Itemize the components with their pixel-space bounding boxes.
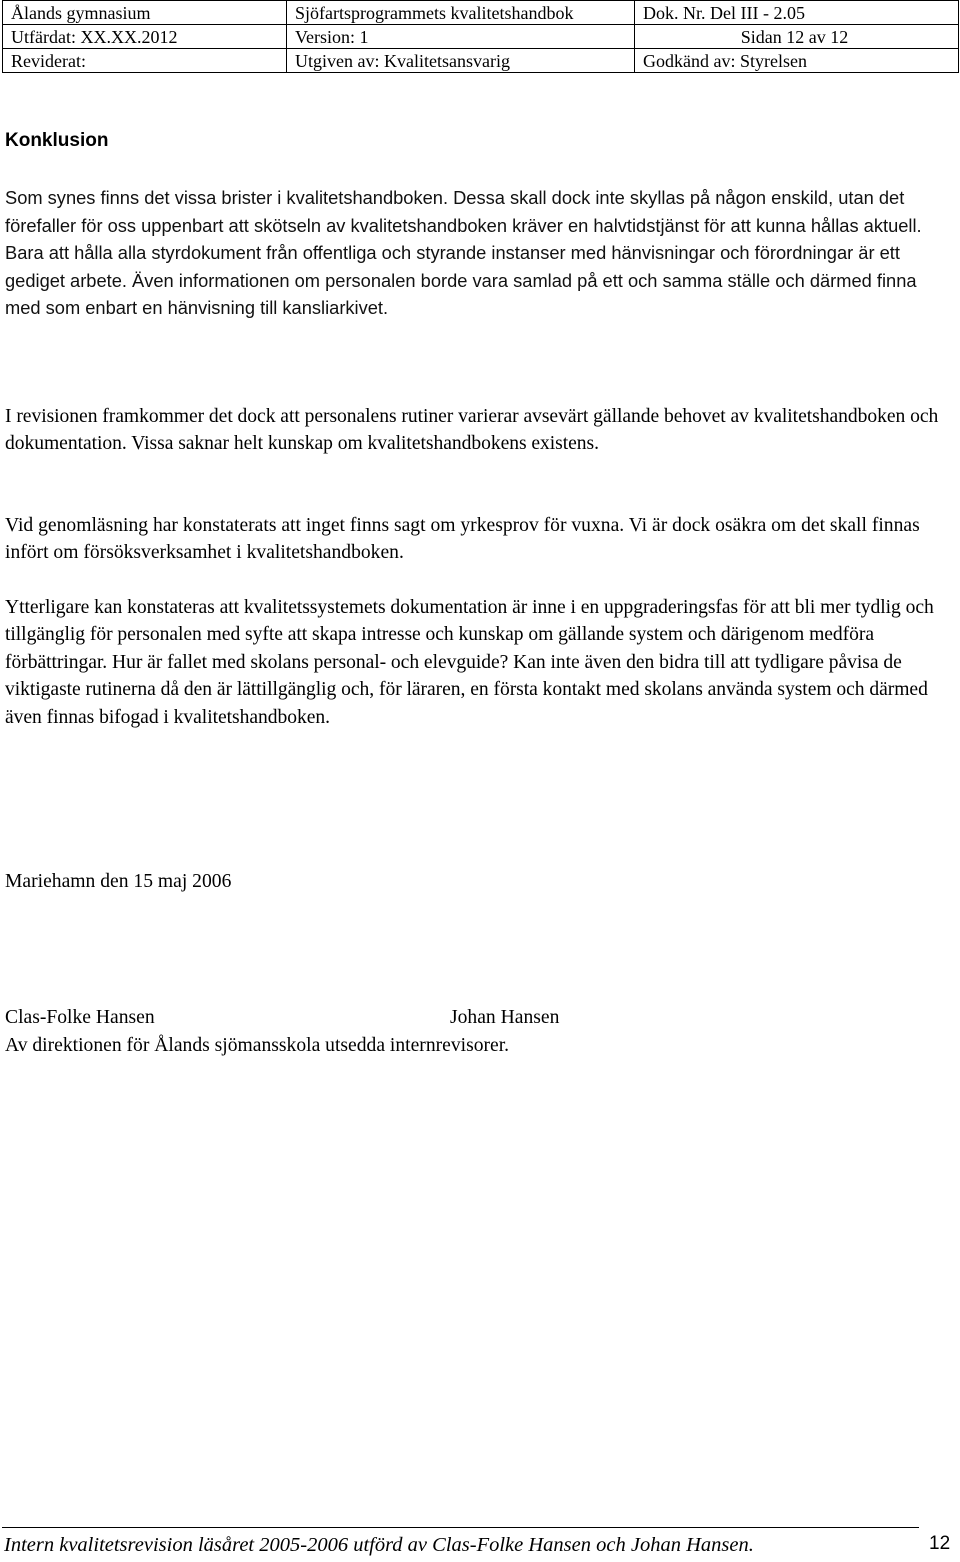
- documentation-paragraph: Ytterligare kan konstateras att kvalitetssystemets dokumentation är inne i en uppgraderingsfas för att bli mer tydlig och tillgänglig för personalen med syfte att skapa intresse och kunskap om gällande system och därigenom medföra förbättringar. Hur är fallet med skolans personal- och elevguide? Kan inte även den bidra till att tydligare påvisa de viktigaste rutinerna då den är lättillgänglig och, för läraren, en första kontakt med skolans använda system och därmed även finnas bifogad i kvalitetshandboken.: [5, 597, 934, 728]
- signatory-caption: Av direktionen för Ålands sjömansskola utsedda internrevisorer.: [5, 1035, 510, 1056]
- header-row: [3, 1, 959, 25]
- document-header-table: [2, 0, 959, 73]
- header-row: [3, 49, 959, 73]
- header-row: [3, 25, 959, 49]
- signatory-name: Clas-Folke Hansen: [5, 1007, 155, 1028]
- conclusion-paragraph: Som synes finns det vissa brister i kvalitetshandboken. Dessa skall dock inte skyllas på någon enskild, utan det förefaller för oss uppenbart att skötseln av kvalitetshandboken kräver en halvtidstjänst för att kunna hållas aktuell. Bara att hålla alla styrdokument från offentliga och styrande instanser med hänvisningar och förordningar är ett gediget arbete. Även informationen om personalen borde vara samlad på ett och samma ställe och därmed finna med som enbart en hänvisning till kansliarkivet.: [5, 187, 922, 319]
- place-and-date: Mariehamn den 15 maj 2006: [5, 871, 232, 892]
- footer-text: Intern kvalitetsrevision läsåret 2005-2006 utförd av Clas-Folke Hansen och Johan Hansen.: [4, 1534, 754, 1556]
- page-number: 12: [929, 1533, 951, 1554]
- section-heading: Konklusion: [5, 130, 109, 151]
- header-document-title: Sjöfartsprogrammets kvalitetshandbok: [287, 1, 635, 25]
- header-issued: Utfärdat: XX.XX.2012: [3, 25, 287, 49]
- footer-divider: [2, 1527, 919, 1528]
- signatory-name: Johan Hansen: [450, 1007, 560, 1028]
- revision-paragraph: I revisionen framkommer det dock att personalens rutiner varierar avsevärt gällande behovet av kvalitetshandboken och dokumentation. Vissa saknar helt kunskap om kvalitetshandbokens existens.: [5, 406, 939, 455]
- header-approved-by: Godkänd av: Styrelsen: [635, 49, 959, 73]
- header-doc-number: Dok. Nr. Del III - 2.05: [635, 1, 959, 25]
- review-paragraph: Vid genomläsning har konstaterats att inget finns sagt om yrkesprov för vuxna. Vi är dock osäkra om det skall finnas infört om försöksverksamhet i kvalitetshandboken.: [5, 515, 920, 564]
- header-page: Sidan 12 av 12: [635, 25, 959, 49]
- header-revised: Reviderat:: [3, 49, 287, 73]
- header-issued-by: Utgiven av: Kvalitetsansvarig: [287, 49, 635, 73]
- header-school: Ålands gymnasium: [3, 1, 287, 25]
- header-version: Version: 1: [287, 25, 635, 49]
